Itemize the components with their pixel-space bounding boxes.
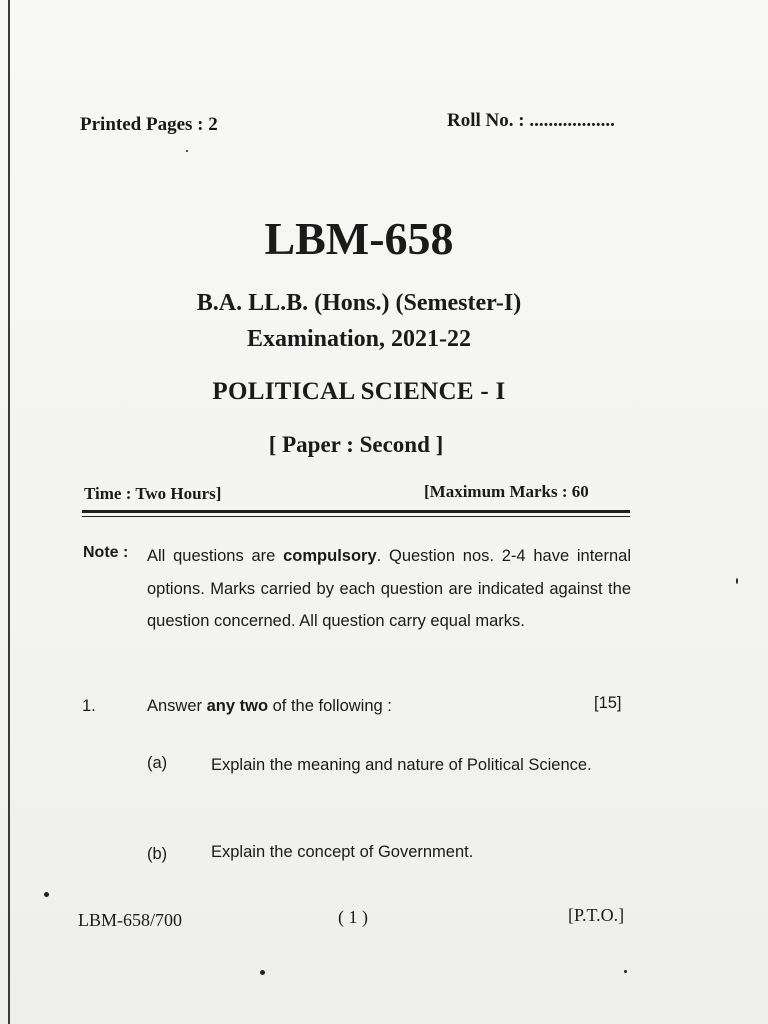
subject-title: POLITICAL SCIENCE - I [212, 378, 506, 405]
question-marks: [15] [594, 694, 622, 712]
page-edge-shadow [8, 0, 10, 1024]
sub-question-text-a: Explain the meaning and nature of Political Science. [211, 756, 592, 774]
footer-paper-code: LBM-658/700 [78, 910, 183, 930]
question-instruction-prefix: Answer [147, 697, 207, 715]
header-divider-thick [82, 510, 630, 513]
header-divider-thin [82, 516, 630, 517]
sub-question-label-b: (b) [147, 845, 168, 863]
question-number: 1. [82, 697, 96, 715]
sub-question-label-a: (a) [147, 754, 168, 772]
paper-number: [ Paper : Second ] [268, 432, 444, 457]
note-text-part-2: . Question nos. 2-4 have internal options. Marks carried by each question are indicated against the question concerned. All question carry equal marks. [147, 547, 631, 630]
note-text-part-1: All questions are [147, 547, 284, 565]
course-name: B.A. LL.B. (Hons.) (Semester-I) [196, 290, 522, 316]
question-instruction [147, 697, 392, 716]
printed-pages-label: Printed Pages : 2 [80, 114, 218, 135]
footer-page-number: ( 1 ) [338, 907, 368, 927]
scan-speck [260, 970, 265, 975]
scan-speck [186, 150, 188, 152]
note-label: Note : [83, 544, 129, 561]
footer-pto: [P.T.O.] [568, 905, 625, 925]
examination-year: Examination, 2021-22 [246, 326, 471, 352]
scan-speck [44, 892, 49, 897]
question-instruction-bold: any two [206, 697, 269, 715]
maximum-marks: [Maximum Marks : 60 [424, 482, 589, 501]
note-text-bold: compulsory [283, 547, 377, 565]
time-allowed: Time : Two Hours] [84, 484, 222, 503]
paper-code-title: LBM-658 [264, 213, 454, 264]
note-text [147, 540, 631, 638]
roll-number-label: Roll No. : .................. [447, 110, 615, 131]
scan-speck [624, 970, 627, 973]
scan-speck [736, 578, 738, 584]
question-instruction-suffix: of the following : [268, 697, 392, 715]
sub-question-text-b: Explain the concept of Government. [211, 843, 474, 861]
